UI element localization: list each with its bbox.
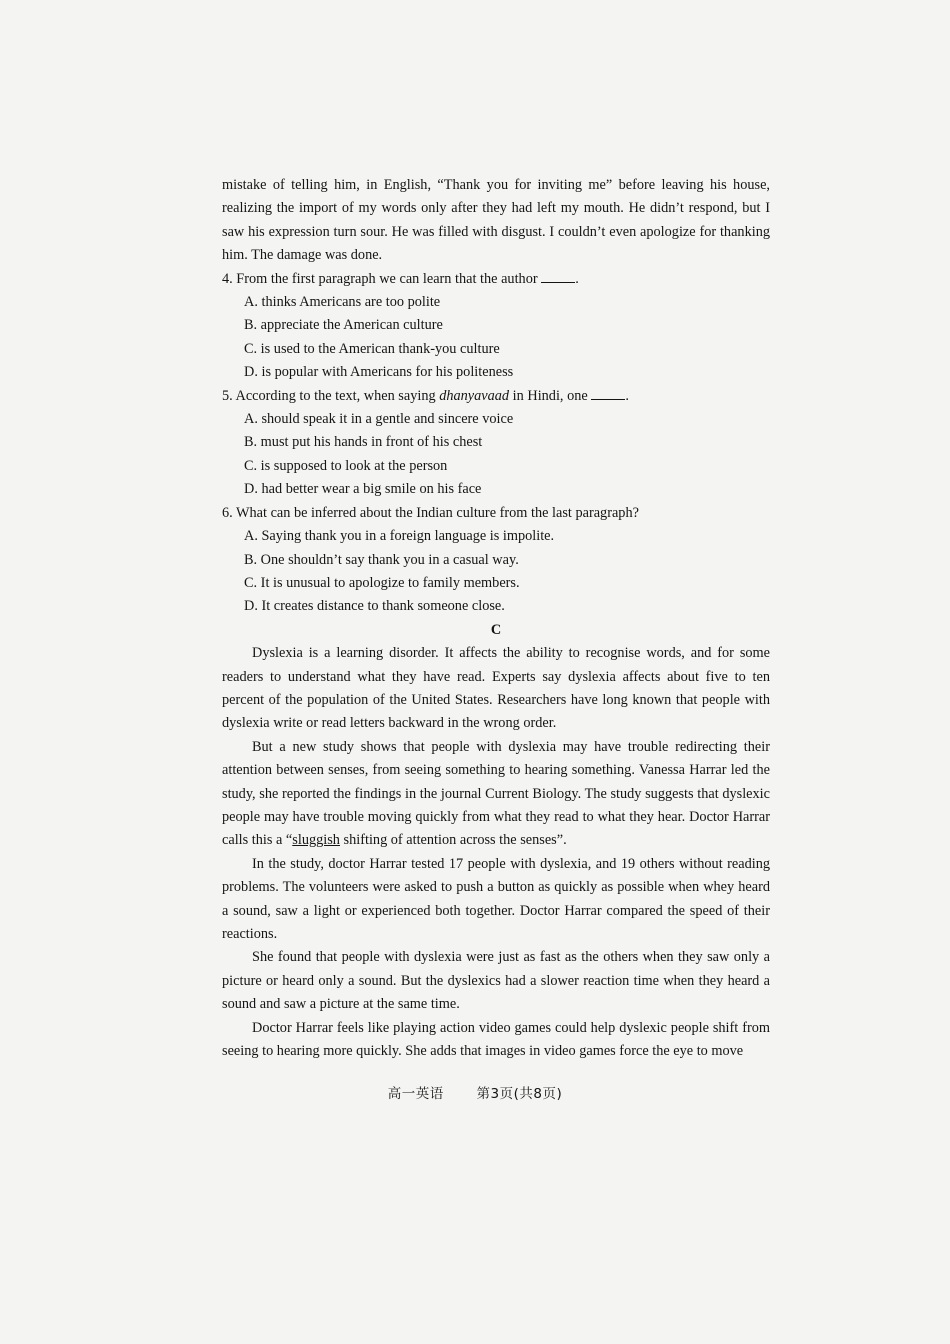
passage-c-paragraph-2-text: But a new study shows that people with dyslexia may have trouble redirecting their attention between senses, from seeing something to hearing something. Vanessa Harrar led the study, she reported the findings in the journal Current Biology. The study suggests that dyslexic people may have trouble moving quickly from what they read to what they hear. Doctor Harrar calls this a “ xyxy=(222,738,770,849)
answer-blank xyxy=(591,385,625,400)
question-4-stem: 4. From the first paragraph we can learn that the author xyxy=(222,270,538,287)
answer-blank xyxy=(541,268,575,283)
passage-c-paragraph-2 xyxy=(222,736,770,853)
question-5 xyxy=(222,385,770,408)
option-6a: A. Saying thank you in a foreign language is impolite. xyxy=(244,528,555,545)
passage-c-paragraph-1: Dyslexia is a learning disorder. It affects the ability to recognise words, and for some readers to understand what they have read. Experts say dyslexia affects about five to ten percent of the population of the United States. Researchers have long known that people with dyslexia write or read letters backward in the wrong order. xyxy=(222,645,770,732)
passage-c-paragraph-3: In the study, doctor Harrar tested 17 people with dyslexia, and 19 others without reading problems. The volunteers were asked to push a button as quickly as possible when whey heard a sound, saw a light or experienced both together. Doctor Harrar compared the speed of their reactions. xyxy=(222,855,770,942)
footer-page-number: 第3页(共8页) xyxy=(476,1086,563,1102)
option-4a: A. thinks Americans are too polite xyxy=(244,294,441,311)
question-5-stem-end: . xyxy=(625,387,629,404)
option-5d: D. had better wear a big smile on his face xyxy=(244,481,482,498)
option-6c: C. It is unusual to apologize to family members. xyxy=(244,574,520,591)
question-4-stem-end: . xyxy=(575,270,579,287)
question-5-stem-mid: in Hindi, one xyxy=(509,387,588,404)
option-5a: A. should speak it in a gentle and sincere voice xyxy=(244,411,514,428)
option-4d: D. is popular with Americans for his politeness xyxy=(244,364,514,381)
question-5-hindi-word: dhanyavaad xyxy=(439,387,510,404)
option-5b: B. must put his hands in front of his chest xyxy=(244,434,483,451)
option-4b: B. appreciate the American culture xyxy=(244,317,443,334)
passage-c-paragraph-2-end: shifting of attention across the senses”. xyxy=(339,832,567,849)
option-6d: D. It creates distance to thank someone close. xyxy=(244,598,505,615)
footer-subject: 高一英语 xyxy=(387,1086,444,1102)
option-6b: B. One shouldn’t say thank you in a casual way. xyxy=(244,551,519,568)
page-content xyxy=(222,174,770,1063)
question-4 xyxy=(222,268,770,291)
page-footer xyxy=(0,1082,950,1102)
passage-c-paragraph-4: She found that people with dyslexia were just as fast as the others when they saw only a picture or heard only a sound. But the dyslexics had a slower reaction time when they heard a sound and saw a picture at the same time. xyxy=(222,949,770,1013)
option-5c: C. is supposed to look at the person xyxy=(244,457,448,474)
section-heading: C xyxy=(490,621,502,638)
underlined-word: sluggish xyxy=(292,832,340,849)
passage-c-paragraph-5: Doctor Harrar feels like playing action video games could help dyslexic people shift from seeing to hearing more quickly. She adds that images in video games force the eye to move xyxy=(222,1019,770,1060)
question-6: 6. What can be inferred about the Indian culture from the last paragraph? xyxy=(222,504,639,521)
question-5-stem: 5. According to the text, when saying xyxy=(222,387,440,404)
intro-paragraph: mistake of telling him, in English, “Thank you for inviting me” before leaving his house, realizing the import of my words only after they had left my mouth. He didn’t respond, but I saw his expression turn sour. He was filled with disgust. I couldn’t even apologize for thanking him. The damage was done. xyxy=(222,177,770,264)
option-4c: C. is used to the American thank-you culture xyxy=(244,340,500,357)
